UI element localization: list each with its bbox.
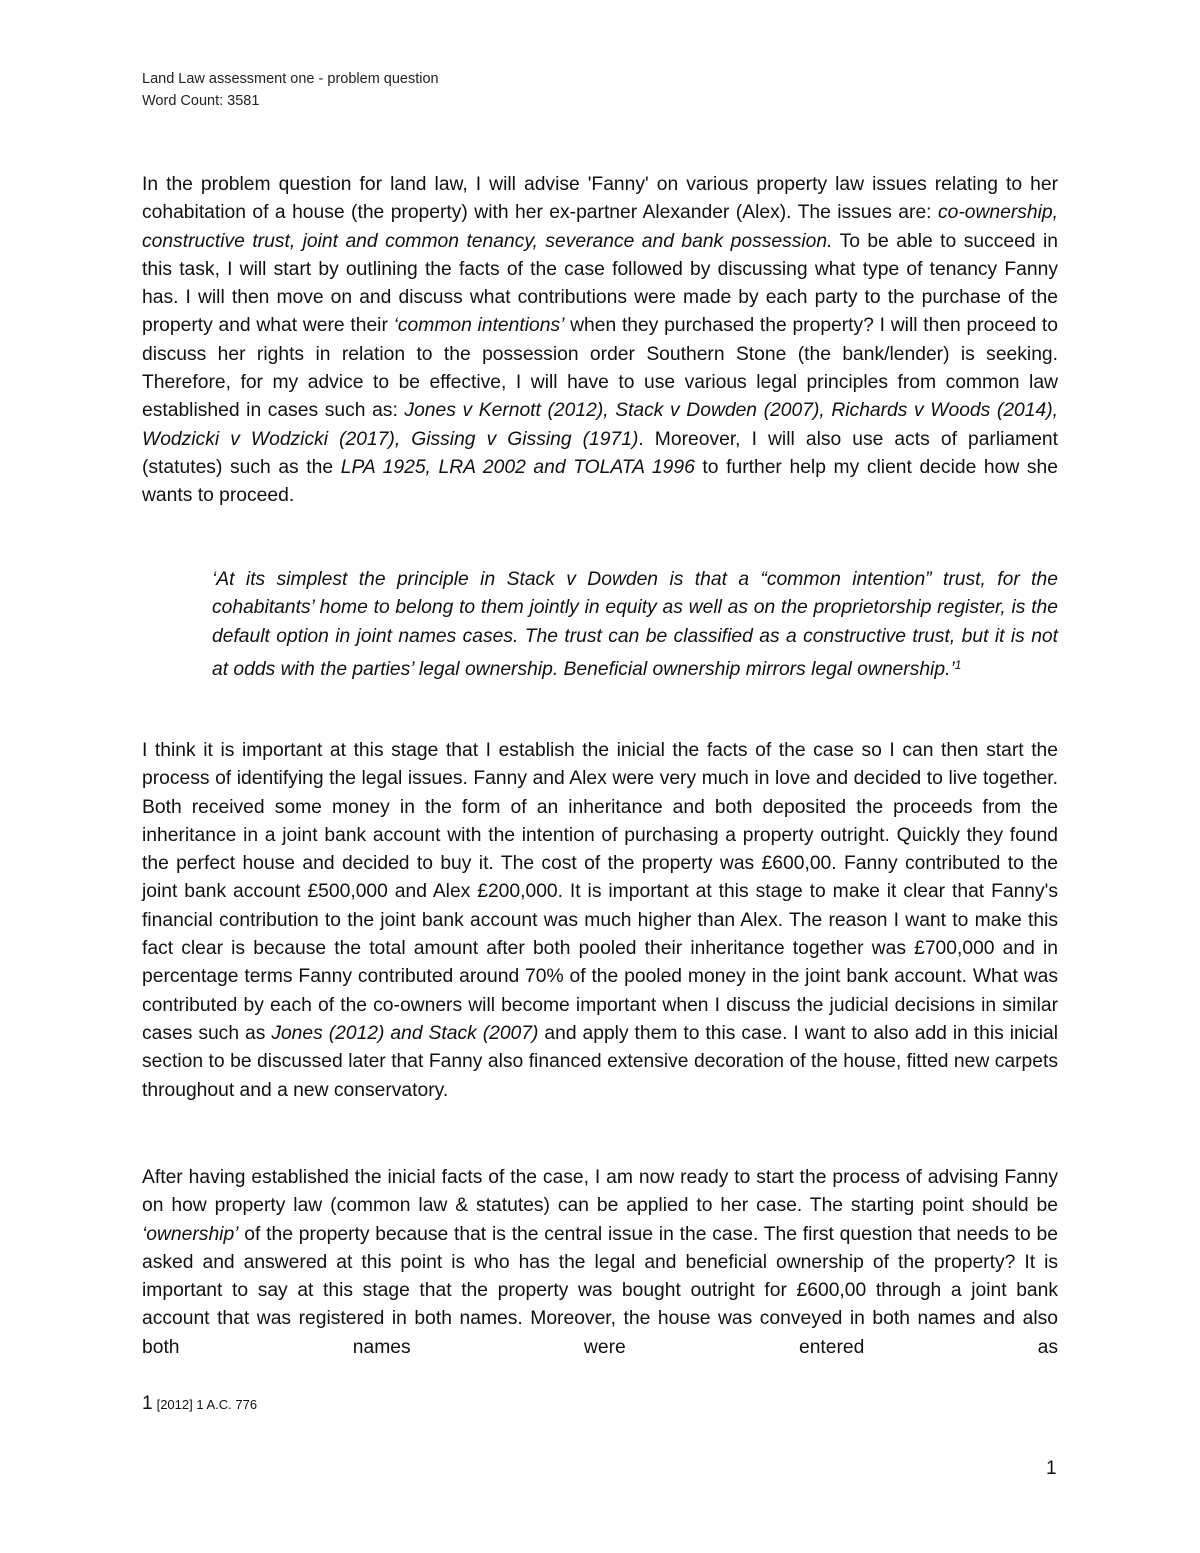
text-segment: LPA 1925, LRA 2002 and TOLATA 1996 <box>340 456 695 478</box>
text-segment: After having established the inicial facts of the case, I am now ready to start the process of advising Fanny on how property law (common law & statutes) can be applied to her case. The starting point should be <box>142 1167 1058 1217</box>
intro-paragraph <box>142 171 1058 511</box>
text-segment: ‘common intentions’ <box>393 315 565 337</box>
facts-paragraph <box>142 737 1058 1105</box>
word-count: Word Count: 3581 <box>142 93 260 109</box>
text-segment: In the problem question for land law, I will advise 'Fanny' on various property law issues relating to her cohabitation of a house (the property) with her ex-partner Alexander (Alex). The issues are: <box>142 174 1058 224</box>
text-segment: to further help my client decide how she wants to proceed. <box>142 456 1059 507</box>
text-segment: co-ownership, constructive trust, joint and common tenancy, severance and bank possession. <box>142 202 1058 252</box>
footnote-text: [2012] 1 A.C. 776 <box>156 1397 258 1412</box>
footnote-reference: 1 <box>954 657 962 672</box>
text-segment: ‘At its simplest the principle in Stack v Dowden is that a “common intention” trust, for the cohabitants’ home to belong to them jointly in equity as well as on the proprietorship register, is the default option in joint names cases. The trust can be classified as a constructive trust, but it is not at odds with the parties’ legal ownership. Beneficial ownership mirrors legal ownership.’ <box>212 569 1058 680</box>
footnote <box>142 1393 257 1415</box>
page-number: 1 <box>1046 1458 1057 1479</box>
text-segment: of the property because that is the central issue in the case. The first question that needs to be asked and answered at this point is who has the legal and beneficial ownership of the property? It is important to say at this stage that the property was bought outright for £600,00 through a joint bank account that was registered in both names. Moreover, the house was conveyed in both names and also both names were entered as <box>142 1223 1058 1358</box>
text-segment: Jones (2012) and Stack (2007) <box>271 1022 539 1044</box>
text-segment: Jones v Kernott (2012), Stack v Dowden (2007), Richards v Woods (2014), Wodzicki v Wodzicki (2017), Gissing v Gissing (1971) <box>142 400 1058 450</box>
text-segment: . Moreover, I will also use acts of parliament (statutes) such as the <box>142 428 1059 478</box>
text-segment: I think it is important at this stage that I establish the inicial the facts of the case so I can then start the process of identifying the legal issues. Fanny and Alex were very much in love and decided to live together. Both received some money in the form of an inheritance and both deposited the proceeds from the inheritance in a joint bank account with the intention of purchasing a property outright. Quickly they found the perfect house and decided to buy it. The cost of the property was £600,00. Fanny contributed to the joint bank account £500,000 and Alex £200,000. It is important at this stage to make it clear that Fanny's financial contribution to the joint bank account was much higher than Alex. The reason I want to make this fact clear is because the total amount after both pooled their inheritance together was £700,000 and in percentage terms Fanny contributed around 70% of the pooled money in the joint bank account. What was contributed by each of the co-owners will become important when I discuss the judicial decisions in similar cases such as <box>142 740 1058 1044</box>
text-segment: when they purchased the property? I will then proceed to discuss her rights in relation to the possession order Southern Stone (the bank/lender) is seeking. Therefore, for my advice to be effective, I will have to use various legal principles from common law established in cases such as: <box>142 315 1058 422</box>
text-segment: ‘ownership’ <box>142 1223 239 1245</box>
ownership-paragraph <box>142 1164 1058 1362</box>
block-quote <box>212 566 1058 684</box>
document-title: Land Law assessment one - problem question <box>142 71 439 87</box>
text-segment: To be able to succeed in this task, I will start by outlining the facts of the case followed by discussing what type of tenancy Fanny has. I will then move on and discuss what contributions were made by each party to the purchase of the property and what were their <box>142 230 1058 337</box>
text-segment: and apply them to this case. I want to also add in this inicial section to be discussed later that Fanny also financed extensive decoration of the house, fitted new carpets throughout and a new conservatory. <box>142 1022 1058 1101</box>
footnote-number: 1 <box>142 1393 153 1414</box>
